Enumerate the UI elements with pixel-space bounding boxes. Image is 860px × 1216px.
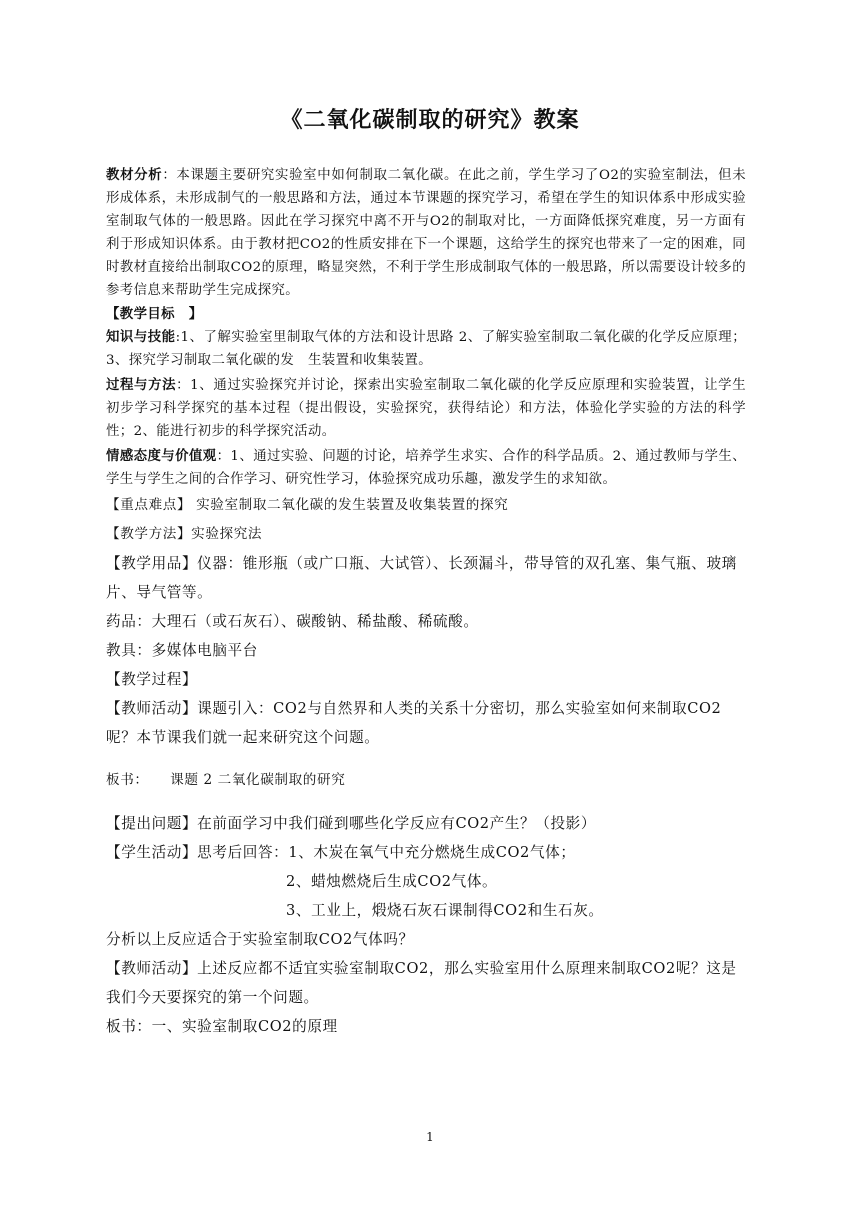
student-activity: 【学生活动】思考后回答：1、木炭在氧气中充分燃烧生成CO2气体； <box>106 844 576 861</box>
teacher-activity-2: 【教师活动】上述反应都不适宜实验室制取CO2，那么实验室用什么原理来制取CO2呢？这是我们今天要探究的第一个问题。 <box>106 960 737 1006</box>
knowledge-text: :1、了解实验室里制取气体的方法和设计思路 2、了解实验室制取二氧化碳的化学反应原理；3、探究学习制取二氧化碳的发 生装置和收集装置。 <box>106 330 746 368</box>
document-body <box>106 164 746 1041</box>
teaching-method: 【教学方法】实验探究法 <box>106 526 263 542</box>
question-prompt: 【提出问题】在前面学习中我们碰到哪些化学反应有CO2产生？（投影） <box>106 815 597 832</box>
knowledge-paragraph <box>106 326 746 372</box>
analysis-text: ：本课题主要研究实验室中如何制取二氧化碳。在此之前，学生学习了O2的实验室制法，但未形成体系，未形成制气的一般思路和方法，通过本节课题的探究学习，希望在学生的知识体系中形成实验室制取气体的一般思路。因此在学习探究中离不开与O2的制取对比，一方面降低探究难度，另一方面有利于形成知识体系。由于教材把CO2的性质安排在下一个课题，这给学生的探究也带来了一定的困难，同时教材直接给出制取CO2的原理，略显突然，不利于学生形成制取气体的一般思路，所以需要设计较多的参考信息来帮助学生完成探究。 <box>106 168 746 298</box>
process-heading: 【教学过程】 <box>106 671 198 688</box>
process-text: ：1、通过实验探究并讨论，探索出实验室制取二氧化碳的化学反应原理和实验装置，让学生初步学习科学探究的基本过程（提出假设，实验探究，获得结论）和方法，体验化学实验的方法的科学性；2、能进行初步的科学探究活动。 <box>106 378 746 439</box>
analysis-paragraph <box>106 164 746 302</box>
knowledge-label: 知识与技能 <box>106 330 176 345</box>
attitude-paragraph <box>106 445 746 491</box>
goals-heading: 【教学目标 】 <box>106 307 203 322</box>
student-answer-2: 2、蜡烛燃烧后生成CO2气体。 <box>286 873 498 890</box>
attitude-text: ：1、通过实验、问题的讨论，培养学生求实、合作的科学品质。2、通过教师与学生、学生与学生之间的合作学习、研究性学习，体验探究成功乐趣，激发学生的求知欲。 <box>106 449 747 487</box>
process-label: 过程与方法 <box>106 378 177 393</box>
analysis-label: 教材分析 <box>106 168 163 183</box>
attitude-label: 情感态度与价值观 <box>106 449 217 464</box>
board-note-1: 板书： 课题 2 二氧化碳制取的研究 <box>106 772 346 788</box>
key-points: 【重点难点】 实验室制取二氧化碳的发生装置及收集装置的探究 <box>106 497 509 513</box>
analysis-question: 分析以上反应适合于实验室制取CO2气体吗？ <box>106 931 414 948</box>
board-note-2: 板书：一、实验室制取CO2的原理 <box>106 1018 338 1035</box>
page-title: 《二氧化碳制取的研究》教案 <box>280 108 580 133</box>
student-answer-3: 3、工业上，煅烧石灰石课制得CO2和生石灰。 <box>286 902 604 919</box>
teaching-supplies: 【教学用品】仪器：锥形瓶（或广口瓶、大试管）、长颈漏斗，带导管的双孔塞、集气瓶、玻璃片、导气管等。 <box>106 555 737 601</box>
teaching-tools: 教具：多媒体电脑平台 <box>106 642 258 659</box>
process-paragraph <box>106 374 746 443</box>
teacher-activity-1: 【教师活动】课题引入：CO2与自然界和人类的关系十分密切，那么实验室如何来制取CO2呢？本节课我们就一起来研究这个问题。 <box>106 700 722 746</box>
reagents: 药品：大理石（或石灰石）、碳酸钠、稀盐酸、稀硫酸。 <box>106 613 479 630</box>
page-number: 1 <box>426 1130 434 1144</box>
